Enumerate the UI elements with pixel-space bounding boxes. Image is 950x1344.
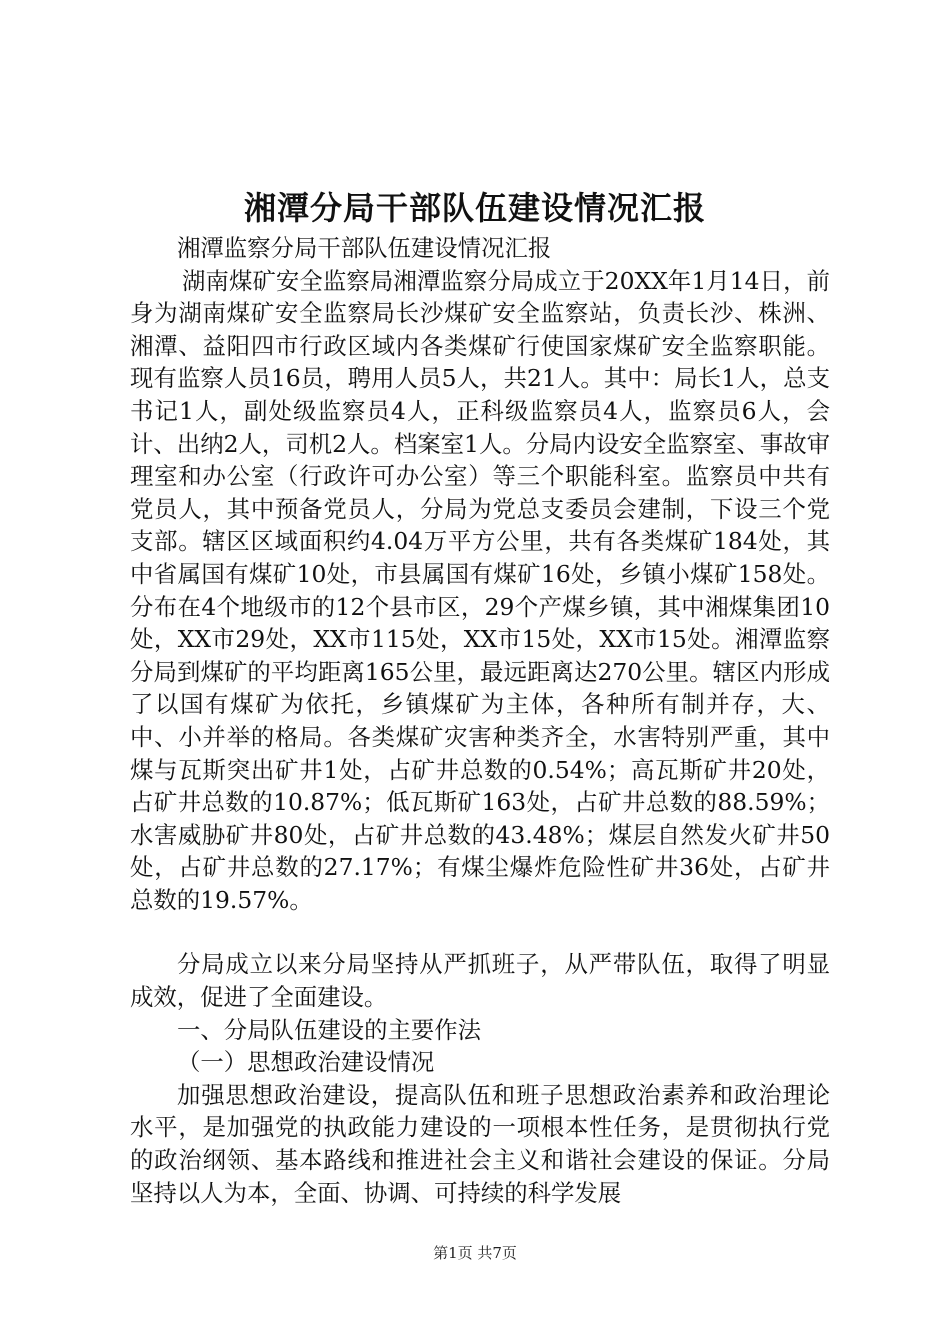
document-body	[130, 232, 830, 1209]
document-title: 湘潭分局干部队伍建设情况汇报	[243, 189, 706, 227]
document-subtitle: 湘潭监察分局干部队伍建设情况汇报	[177, 234, 552, 262]
paragraph-summary: 分局成立以来分局坚持从严抓班子，从严带队伍，取得了明显成效，促进了全面建设。	[130, 950, 830, 1012]
page-footer: 第1页 共7页	[433, 1244, 517, 1262]
section-heading: 一、分局队伍建设的主要作法	[177, 1015, 482, 1044]
subsection-heading: （一）思想政治建设情况	[177, 1048, 435, 1077]
paragraph-overview: 湖南煤矿安全监察局湘潭监察分局成立于20XX年1月14日，前身为湖南煤矿安全监察局长沙煤矿安全监察站，负责长沙、株洲、湘潭、益阳四市行政区域内各类煤矿行使国家煤矿安全监察职能。现有监察人员16员，聘用人员5人，共21人。其中：局长1人，总支书记1人，副处级监察员4人，正科级监察员4人，监察员6人，会计、出纳2人，司机2人。档案室1人。分局内设安全监察室、事故审理室和办公室（行政许可办公室）等三个职能科室。监察员中共有党员人，其中预备党员人，分局为党总支委员会建制，下设三个党支部。辖区区域面积约4.04万平方公里，共有各类煤矿184处，其中省属国有煤矿10处，市县属国有煤矿16处，乡镇小煤矿158处。分布在4个地级市的12个县市区，29个产煤乡镇，其中湘煤集团10处，XX市29处，XX市115处，XX市15处，XX市15处。湘潭监察分局到煤矿的平均距离165公里，最远距离达270公里。辖区内形成了以国有煤矿为依托，乡镇煤矿为主体，各种所有制并存，大、中、小并举的格局。各类煤矿灾害种类齐全，水害特别严重，其中煤与瓦斯突出矿井1处，占矿井总数的0.54%；高瓦斯矿井20处，占矿井总数的10.87%；低瓦斯矿163处，占矿井总数的88.59%；水害威胁矿井80处，占矿井总数的43.48%；煤层自然发火矿井50处，占矿井总数的27.17%；有煤尘爆炸危险性矿井36处，占矿井总数的19.57%。	[130, 266, 830, 914]
paragraph-political: 加强思想政治建设，提高队伍和班子思想政治素养和政治理论水平，是加强党的执政能力建设的一项根本性任务，是贯彻执行党的政治纲领、基本路线和推进社会主义和谐社会建设的保证。分局坚持以人为本，全面、协调、可持续的科学发展	[130, 1080, 830, 1207]
paragraph-gap	[130, 916, 830, 948]
